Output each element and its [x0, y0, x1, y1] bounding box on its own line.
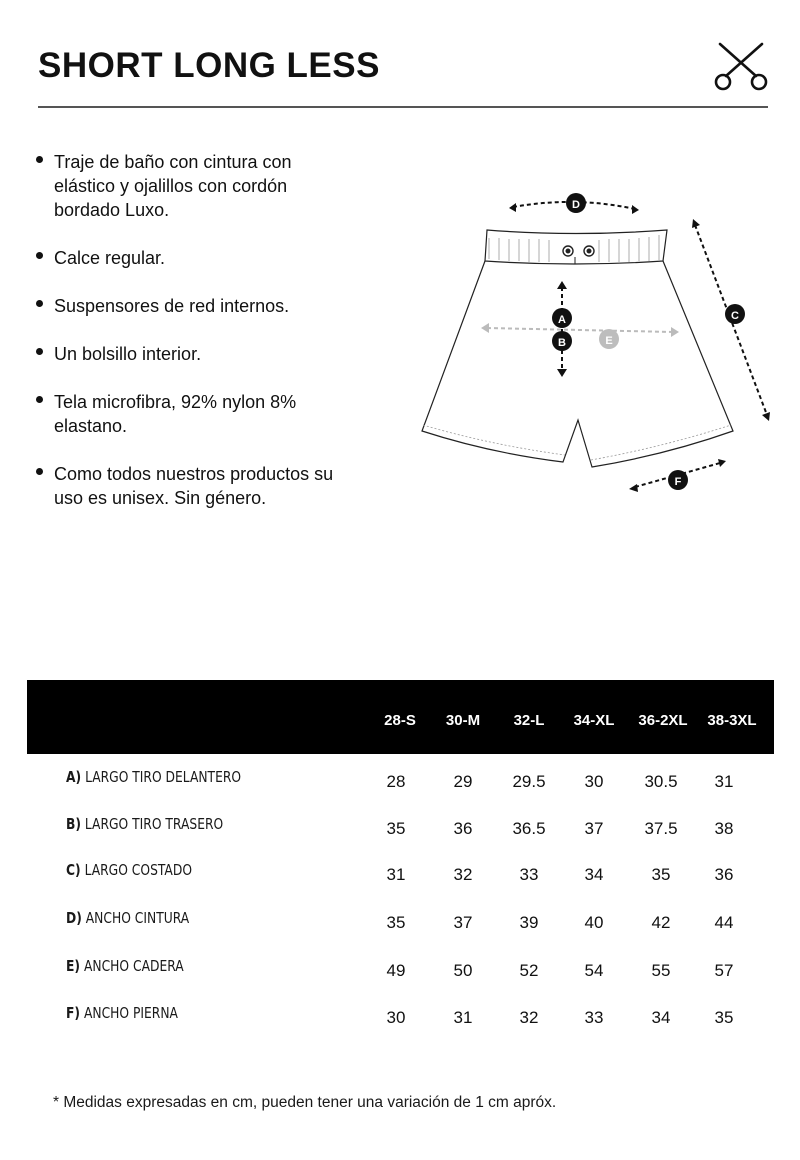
row-label: B) LARGO TIRO TRASERO	[66, 815, 224, 833]
table-cell: 32	[453, 865, 473, 884]
table-cell: 35	[714, 1008, 734, 1027]
bullet-icon	[36, 468, 43, 475]
svg-text:C: C	[731, 310, 739, 322]
grommet-icon	[563, 246, 594, 256]
table-cell: 30.5	[644, 772, 678, 791]
table-cell: 40	[584, 913, 604, 932]
table-cell: 30	[584, 772, 604, 791]
marker-c	[725, 304, 745, 324]
size-column-header: 34-XL	[573, 712, 615, 729]
table-cell: 44	[714, 913, 734, 932]
table-cell: 32	[519, 1008, 539, 1027]
table-row	[0, 861, 800, 901]
size-column-header: 28-S	[384, 712, 416, 729]
table-cell: 36.5	[512, 819, 546, 838]
table-cell: 34	[584, 865, 604, 884]
svg-text:A: A	[558, 314, 566, 326]
table-cell: 33	[519, 865, 539, 884]
table-cell: 31	[453, 1008, 473, 1027]
footnote: * Medidas expresadas en cm, pueden tener una variación de 1 cm apróx.	[53, 1094, 557, 1111]
size-column-header: 30-M	[445, 712, 481, 729]
shorts-diagram	[415, 185, 785, 500]
table-cell: 31	[714, 772, 734, 791]
marker-f	[668, 470, 688, 490]
row-label: A) LARGO TIRO DELANTERO	[66, 768, 242, 786]
size-column-header: 32-L	[513, 712, 545, 729]
marker-a	[552, 308, 572, 328]
table-cell: 37	[453, 913, 473, 932]
feature-item: Calce regular.	[34, 246, 334, 270]
table-row	[0, 909, 800, 949]
marker-b	[552, 331, 572, 351]
bullet-icon	[36, 252, 43, 259]
table-cell: 35	[386, 819, 406, 838]
table-cell: 34	[651, 1008, 671, 1027]
feature-item: Suspensores de red internos.	[34, 294, 334, 318]
bullet-icon	[36, 348, 43, 355]
table-cell: 29	[453, 772, 473, 791]
feature-item: Un bolsillo interior.	[34, 342, 334, 366]
marker-e	[599, 329, 619, 349]
table-cell: 55	[651, 961, 671, 980]
table-cell: 37.5	[644, 819, 678, 838]
table-row	[0, 815, 800, 855]
page-title: SHORT LONG LESS	[38, 46, 380, 85]
bullet-icon	[36, 156, 43, 163]
svg-text:D: D	[572, 199, 580, 211]
size-table-header	[27, 680, 774, 754]
table-cell: 35	[651, 865, 671, 884]
shorts-body	[422, 261, 733, 467]
row-label: E) ANCHO CADERA	[66, 957, 184, 975]
table-cell: 28	[386, 772, 406, 791]
feature-list	[34, 150, 334, 534]
table-cell: 29.5	[512, 772, 546, 791]
size-column-header: 38-3XL	[707, 712, 757, 729]
table-cell: 30	[386, 1008, 406, 1027]
table-cell: 49	[386, 961, 406, 980]
size-column-header: 36-2XL	[638, 712, 688, 729]
svg-text:F: F	[674, 476, 682, 488]
feature-item: Traje de baño con cintura con elástico y ojalillos con cordón bordado Luxo.	[34, 150, 334, 222]
table-cell: 38	[714, 819, 734, 838]
shorts-waistband	[485, 230, 667, 264]
table-row	[0, 957, 800, 997]
table-cell: 35	[386, 913, 406, 932]
svg-text:E: E	[605, 335, 613, 347]
header-divider	[38, 106, 768, 108]
row-label: D) ANCHO CINTURA	[66, 909, 190, 927]
table-cell: 37	[584, 819, 604, 838]
table-row	[0, 1004, 800, 1044]
feature-item: Como todos nuestros productos su uso es unisex. Sin género.	[34, 462, 334, 510]
marker-d	[566, 193, 586, 213]
table-cell: 36	[453, 819, 473, 838]
table-cell: 36	[714, 865, 734, 884]
table-cell: 33	[584, 1008, 604, 1027]
table-cell: 54	[584, 961, 604, 980]
row-label: F) ANCHO PIERNA	[66, 1004, 178, 1022]
table-cell: 31	[386, 865, 406, 884]
table-cell: 52	[519, 961, 539, 980]
table-row	[0, 768, 800, 808]
bullet-icon	[36, 300, 43, 307]
table-cell: 39	[519, 913, 539, 932]
row-label: C) LARGO COSTADO	[66, 861, 193, 879]
feature-item: Tela microfibra, 92% nylon 8% elastano.	[34, 390, 334, 438]
table-cell: 50	[453, 961, 473, 980]
bullet-icon	[36, 396, 43, 403]
table-cell: 57	[714, 961, 734, 980]
table-cell: 42	[651, 913, 671, 932]
svg-text:B: B	[558, 337, 566, 349]
scissors-icon	[712, 40, 770, 92]
